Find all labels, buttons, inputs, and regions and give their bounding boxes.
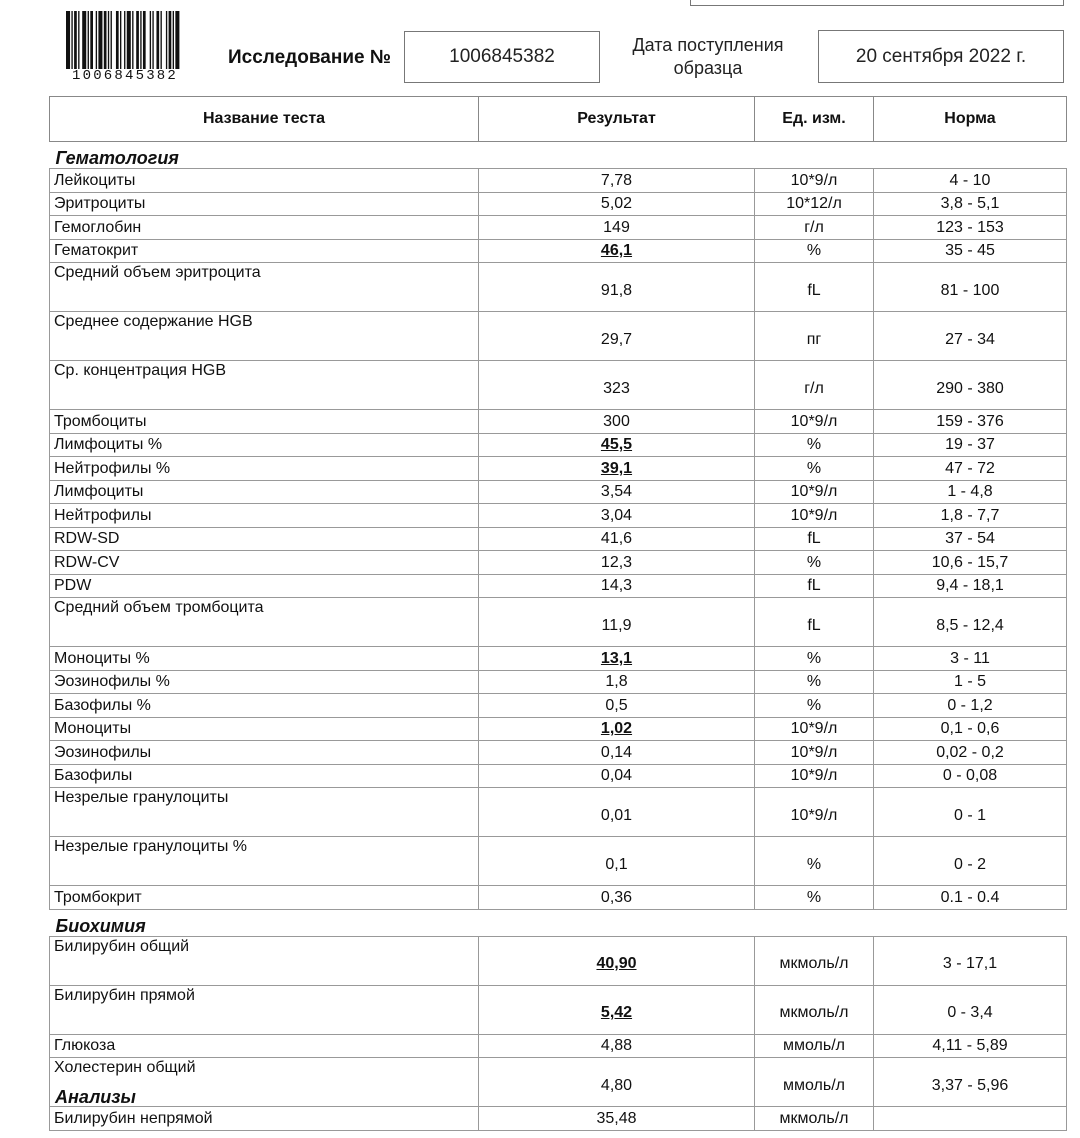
norm-cell: 159 - 376 <box>874 410 1067 434</box>
unit-cell: 10*9/л <box>755 717 874 741</box>
column-header-result: Результат <box>479 97 755 142</box>
out-of-range-result: 1,02 <box>600 720 633 738</box>
table-row <box>50 788 1067 837</box>
test-name-cell: Моноциты % <box>50 647 479 671</box>
result-cell: 0,01 <box>479 788 755 837</box>
norm-cell: 35 - 45 <box>874 239 1067 263</box>
result-cell: 7,78 <box>479 169 755 193</box>
norm-cell: 123 - 153 <box>874 216 1067 240</box>
result-cell: 12,3 <box>479 551 755 575</box>
result-cell <box>479 433 755 457</box>
norm-cell: 0 - 3,4 <box>874 985 1067 1034</box>
table-row <box>50 1107 1067 1131</box>
sample-date-label <box>608 34 808 80</box>
norm-cell: 0,02 - 0,2 <box>874 741 1067 765</box>
column-header-unit: Ед. изм. <box>755 97 874 142</box>
unit-cell: пг <box>755 312 874 361</box>
norm-cell: 3,8 - 5,1 <box>874 192 1067 216</box>
section-title: Гематология <box>55 148 179 168</box>
test-name-cell: Ср. концентрация HGB <box>50 361 479 410</box>
table-row <box>50 647 1067 671</box>
norm-cell: 0 - 1,2 <box>874 694 1067 718</box>
test-name-cell: Эритроциты <box>50 192 479 216</box>
test-name-cell: RDW-CV <box>50 551 479 575</box>
result-cell: 300 <box>479 410 755 434</box>
norm-cell: 0 - 0,08 <box>874 764 1067 788</box>
norm-cell: 47 - 72 <box>874 457 1067 481</box>
out-of-range-result: 40,90 <box>596 955 637 972</box>
out-of-range-result: 45,5 <box>600 436 633 454</box>
norm-cell: 4 - 10 <box>874 169 1067 193</box>
unit-cell: % <box>755 551 874 575</box>
unit-cell: % <box>755 457 874 481</box>
unit-cell: % <box>755 837 874 886</box>
test-name-cell: Базофилы <box>50 764 479 788</box>
result-cell: 3,04 <box>479 504 755 528</box>
table-row <box>50 169 1067 193</box>
unit-cell: ммоль/л <box>755 1058 874 1107</box>
result-cell: 0,1 <box>479 837 755 886</box>
table-row <box>50 480 1067 504</box>
unit-cell: мкмоль/л <box>755 985 874 1034</box>
out-of-range-result: 39,1 <box>600 459 633 477</box>
table-row <box>50 551 1067 575</box>
results-table-container <box>49 96 1066 1131</box>
test-name-cell: Лимфоциты <box>50 480 479 504</box>
unit-cell: % <box>755 647 874 671</box>
test-name-cell: Нейтрофилы % <box>50 457 479 481</box>
result-cell: 29,7 <box>479 312 755 361</box>
table-row <box>50 1058 1067 1107</box>
result-cell: 41,6 <box>479 527 755 551</box>
norm-cell: 81 - 100 <box>874 263 1067 312</box>
result-cell: 5,02 <box>479 192 755 216</box>
table-row <box>50 764 1067 788</box>
result-cell <box>479 717 755 741</box>
results-table-body <box>50 142 1067 1131</box>
table-row <box>50 837 1067 886</box>
test-name-cell: Средний объем эритроцита <box>50 263 479 312</box>
test-name-cell: Моноциты <box>50 717 479 741</box>
unit-cell: 10*9/л <box>755 764 874 788</box>
test-name-cell: Эозинофилы % <box>50 670 479 694</box>
test-name-cell: PDW <box>50 574 479 598</box>
result-cell: 11,9 <box>479 598 755 647</box>
result-cell <box>479 936 755 985</box>
test-name-cell: Гематокрит <box>50 239 479 263</box>
test-name-cell: Холестерин общий <box>50 1058 479 1107</box>
test-name-cell: Незрелые гранулоциты <box>50 788 479 837</box>
test-name-cell: RDW-SD <box>50 527 479 551</box>
result-cell: 3,54 <box>479 480 755 504</box>
result-cell: 149 <box>479 216 755 240</box>
result-cell <box>479 647 755 671</box>
table-row <box>50 936 1067 985</box>
result-cell: 0,14 <box>479 741 755 765</box>
result-cell: 0,04 <box>479 764 755 788</box>
test-name-cell: Незрелые гранулоциты % <box>50 837 479 886</box>
unit-cell: г/л <box>755 361 874 410</box>
unit-cell: 10*9/л <box>755 741 874 765</box>
norm-cell: 1 - 5 <box>874 670 1067 694</box>
test-name-cell: Тромбоциты <box>50 410 479 434</box>
test-name-cell: Глюкоза <box>50 1034 479 1058</box>
sample-date-label-line2: образца <box>673 58 743 78</box>
result-cell <box>479 457 755 481</box>
norm-cell: 27 - 34 <box>874 312 1067 361</box>
unit-cell: % <box>755 694 874 718</box>
unit-cell: fL <box>755 598 874 647</box>
table-row <box>50 741 1067 765</box>
table-row <box>50 410 1067 434</box>
result-cell: 14,3 <box>479 574 755 598</box>
study-number-field: 1006845382 <box>404 31 600 83</box>
table-row <box>50 457 1067 481</box>
table-row <box>50 985 1067 1034</box>
test-name-cell: Тромбокрит <box>50 886 479 910</box>
unit-cell: fL <box>755 574 874 598</box>
norm-cell: 3 - 17,1 <box>874 936 1067 985</box>
unit-cell: 10*9/л <box>755 788 874 837</box>
norm-cell: 3,37 - 5,96 <box>874 1058 1067 1107</box>
norm-cell: 8,5 - 12,4 <box>874 598 1067 647</box>
norm-cell: 1,8 - 7,7 <box>874 504 1067 528</box>
result-cell: 323 <box>479 361 755 410</box>
norm-cell: 9,4 - 18,1 <box>874 574 1067 598</box>
result-cell: 4,80 <box>479 1058 755 1107</box>
section-title-analyses: Анализы <box>55 1087 136 1107</box>
test-name-cell: Нейтрофилы <box>50 504 479 528</box>
result-cell <box>479 239 755 263</box>
unit-cell: г/л <box>755 216 874 240</box>
norm-cell: 290 - 380 <box>874 361 1067 410</box>
unit-cell: fL <box>755 263 874 312</box>
result-cell: 4,88 <box>479 1034 755 1058</box>
table-row <box>50 670 1067 694</box>
unit-cell: % <box>755 886 874 910</box>
table-row <box>50 216 1067 240</box>
result-cell: 91,8 <box>479 263 755 312</box>
section-row <box>50 909 1067 936</box>
sample-date-label-line1: Дата поступления <box>632 35 784 55</box>
test-name-cell: Гемоглобин <box>50 216 479 240</box>
top-empty-box <box>690 0 1064 6</box>
test-name-cell: Билирубин общий <box>50 936 479 985</box>
norm-cell <box>874 1107 1067 1131</box>
norm-cell: 0 - 1 <box>874 788 1067 837</box>
result-cell: 0,5 <box>479 694 755 718</box>
norm-cell: 10,6 - 15,7 <box>874 551 1067 575</box>
table-row <box>50 694 1067 718</box>
result-cell: 0,36 <box>479 886 755 910</box>
norm-cell: 37 - 54 <box>874 527 1067 551</box>
unit-cell: % <box>755 433 874 457</box>
unit-cell: 10*9/л <box>755 504 874 528</box>
unit-cell: 10*9/л <box>755 480 874 504</box>
test-name-cell: Средний объем тромбоцита <box>50 598 479 647</box>
unit-cell: 10*9/л <box>755 169 874 193</box>
test-name-cell: Лейкоциты <box>50 169 479 193</box>
unit-cell: fL <box>755 527 874 551</box>
test-name-cell: Билирубин прямой <box>50 985 479 1034</box>
unit-cell: ммоль/л <box>755 1034 874 1058</box>
unit-cell: % <box>755 670 874 694</box>
result-cell: 35,48 <box>479 1107 755 1131</box>
barcode-digits: 1006845382 <box>72 68 179 84</box>
table-row <box>50 574 1067 598</box>
results-table <box>49 96 1067 1131</box>
column-header-test-name: Название теста <box>50 97 479 142</box>
norm-cell: 0 - 2 <box>874 837 1067 886</box>
norm-cell: 4,11 - 5,89 <box>874 1034 1067 1058</box>
sample-date-field: 20 сентября 2022 г. <box>818 30 1064 83</box>
unit-cell: 10*12/л <box>755 192 874 216</box>
table-row <box>50 504 1067 528</box>
table-row <box>50 312 1067 361</box>
table-row <box>50 239 1067 263</box>
test-name-cell: Среднее содержание HGB <box>50 312 479 361</box>
out-of-range-result: 46,1 <box>600 242 633 260</box>
table-row <box>50 433 1067 457</box>
test-name-cell: Билирубин непрямой <box>50 1107 479 1131</box>
result-cell <box>479 985 755 1034</box>
table-row <box>50 527 1067 551</box>
test-name-cell: Базофилы % <box>50 694 479 718</box>
table-row <box>50 192 1067 216</box>
section-title: Биохимия <box>55 915 146 936</box>
norm-cell: 0,1 - 0,6 <box>874 717 1067 741</box>
norm-cell: 1 - 4,8 <box>874 480 1067 504</box>
table-row <box>50 598 1067 647</box>
unit-cell: 10*9/л <box>755 410 874 434</box>
table-header-row <box>50 97 1067 142</box>
table-row <box>50 886 1067 910</box>
barcode-image <box>66 11 218 69</box>
out-of-range-result: 5,42 <box>600 1004 633 1021</box>
section-row <box>50 142 1067 169</box>
study-number-label: Исследование № <box>228 47 392 68</box>
table-row <box>50 361 1067 410</box>
table-row <box>50 263 1067 312</box>
norm-cell: 3 - 11 <box>874 647 1067 671</box>
out-of-range-result: 13,1 <box>600 649 633 667</box>
unit-cell: % <box>755 239 874 263</box>
column-header-norm: Норма <box>874 97 1067 142</box>
table-row <box>50 717 1067 741</box>
result-cell: 1,8 <box>479 670 755 694</box>
test-name-cell: Лимфоциты % <box>50 433 479 457</box>
test-name-cell: Эозинофилы <box>50 741 479 765</box>
table-row <box>50 1034 1067 1058</box>
unit-cell: мкмоль/л <box>755 936 874 985</box>
norm-cell: 0.1 - 0.4 <box>874 886 1067 910</box>
unit-cell: мкмоль/л <box>755 1107 874 1131</box>
norm-cell: 19 - 37 <box>874 433 1067 457</box>
